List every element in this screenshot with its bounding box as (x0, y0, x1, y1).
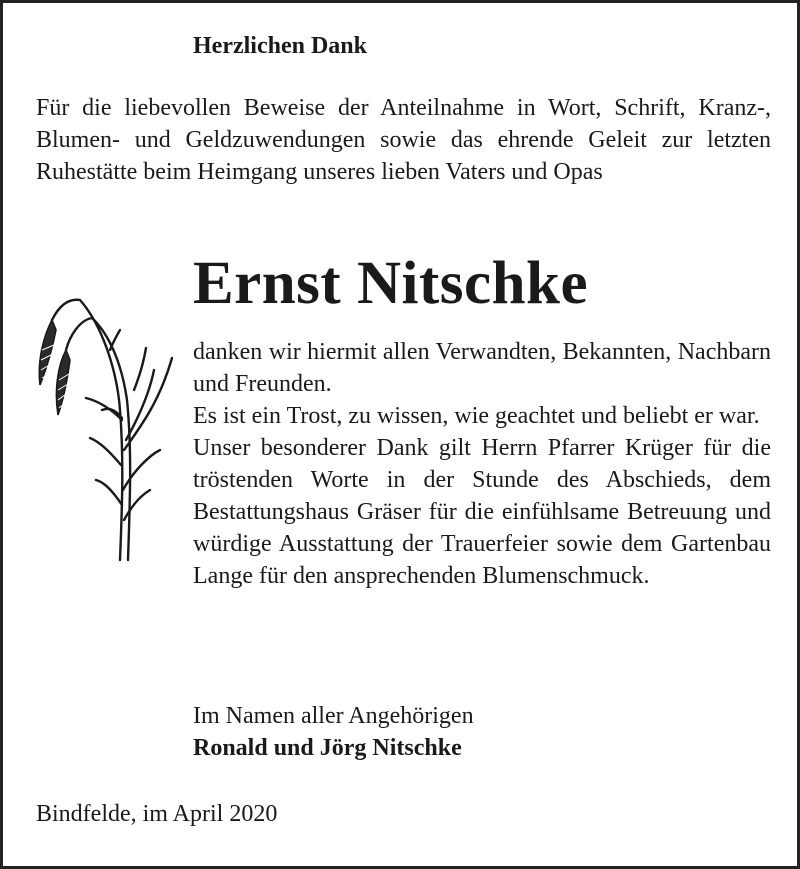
grass-ears-icon (22, 290, 182, 575)
notice-heading: Herzlichen Dank (193, 33, 367, 59)
body-paragraph: danken wir hiermit allen Verwandten, Bekannten, Nachbarn und Freunden. (193, 339, 771, 397)
place-date: Bindfelde, im April 2020 (36, 801, 278, 827)
body-text (193, 336, 771, 592)
body-paragraph: Unser besonderer Dank gilt Herrn Pfarrer Krüger für die tröstenden Worte in der Stunde des Abschieds, dem Bestattungshaus Gräser für die einfühlsame Betreuung und würdige Ausstattung der Trauerfeier sowie dem Gartenbau Lange für den ansprechenden Blumenschmuck. (193, 435, 771, 589)
intro-text: Für die liebevollen Beweise der Anteilnahme in Wort, Schrift, Kranz-, Blumen- und Geldzuwendungen sowie das ehrende Geleit zur letzten Ruhestätte beim Heimgang unseres lieben Vaters und Opas (36, 95, 771, 185)
signature-names: Ronald und Jörg Nitschke (193, 735, 462, 761)
signature-line: Im Namen aller Angehörigen (193, 703, 474, 729)
deceased-name: Ernst Nitschke (193, 250, 589, 317)
body-paragraph: Es ist ein Trost, zu wissen, wie geachtet und beliebt er war. (193, 403, 760, 429)
